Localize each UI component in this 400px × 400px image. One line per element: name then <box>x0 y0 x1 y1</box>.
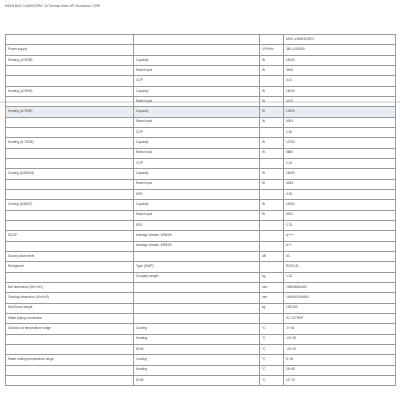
table-row <box>6 200 396 210</box>
table-cell-sub-item-label: COP <box>134 158 260 168</box>
table-cell-value: 2.75 <box>284 220 396 230</box>
table-cell-sub-item-label: Capacity <box>134 169 260 179</box>
table-cell-sub-item-label: DHW <box>134 375 260 385</box>
table-cell-value: 3.95 <box>284 189 396 199</box>
page-title: MSKA MHC-V16W/D2RN7, M Thermal Arctic HP, Monoblock, R290 <box>5 4 101 8</box>
table-cell-item-label: Outdoor air temperature range <box>6 324 134 334</box>
table-row <box>6 76 396 86</box>
table-cell-sub-item-label <box>134 303 260 313</box>
table-row <box>6 148 396 158</box>
table-row <box>6 179 396 189</box>
table-cell-sub-item-label: Capacity <box>134 138 260 148</box>
table-cell-value: A++ <box>284 241 396 251</box>
table-cell-sub-item-label: DHW <box>134 344 260 354</box>
table-cell-unit: W <box>260 117 284 127</box>
table-cell-unit <box>260 220 284 230</box>
table-cell-unit: W <box>260 107 284 117</box>
table-cell-item-label: Packing dimension (W×H×D) <box>6 293 134 303</box>
table-cell-sub-item-label: Cooling <box>134 324 260 334</box>
table-cell-value: 3400 <box>284 65 396 75</box>
table-row <box>6 375 396 385</box>
table-row <box>6 262 396 272</box>
table-cell-item-label: Heating (A-7W35) <box>6 138 134 148</box>
table-cell-unit <box>260 241 284 251</box>
table-cell-sub-item-label <box>134 251 260 261</box>
table-cell-unit: V/Ph/Hz <box>260 45 284 55</box>
table-cell-value: 2.30 <box>284 127 396 137</box>
table-cell-unit <box>260 127 284 137</box>
table-cell-unit: W <box>260 65 284 75</box>
table-cell-unit: W <box>260 148 284 158</box>
table-cell-value: R290 (3) <box>284 262 396 272</box>
table-cell-unit: °C <box>260 365 284 375</box>
table-cell-item-label <box>6 117 134 127</box>
table-cell-sub-item-label: Heating <box>134 365 260 375</box>
table-cell-item-label <box>6 220 134 230</box>
table-cell-value: 380-415/3/50 <box>284 45 396 55</box>
table-cell-sub-item-label: EER <box>134 220 260 230</box>
table-cell-item-label: Refrigerant <box>6 262 134 272</box>
table-cell-item-label: Sound power level <box>6 251 134 261</box>
table-cell-item-label: Heating (A7W45) <box>6 86 134 96</box>
table-row <box>6 241 396 251</box>
table-cell-sub-item-label: Heating <box>134 334 260 344</box>
table-cell-value: 1.20 <box>284 272 396 282</box>
table-cell-sub-item-label: EER <box>134 189 260 199</box>
table-cell-value: 1465x1005x560 <box>284 293 396 303</box>
table-row <box>6 210 396 220</box>
table-cell-unit: °C <box>260 344 284 354</box>
table-row <box>6 272 396 282</box>
table-cell-value: 2.10 <box>284 158 396 168</box>
table-cell-sub-item-label <box>134 45 260 55</box>
table-cell-sub-item-label: Rated input <box>134 96 260 106</box>
table-cell-unit: W <box>260 169 284 179</box>
table-cell-value: -5~46 <box>284 324 396 334</box>
table-row <box>6 65 396 75</box>
table-cell-item-label <box>6 96 134 106</box>
table-cell-item-label <box>6 365 134 375</box>
table-row <box>6 293 396 303</box>
table-cell-item-label <box>6 35 134 45</box>
table-cell-unit: W <box>260 55 284 65</box>
table-cell-value: 63 <box>284 251 396 261</box>
table-cell-item-label <box>6 65 134 75</box>
table-cell-value: 12700 <box>284 138 396 148</box>
table-cell-value: 14000 <box>284 200 396 210</box>
table-cell-value: MHC-V16W/D2RN7 <box>284 35 396 45</box>
table-row <box>6 220 396 230</box>
table-row <box>6 313 396 323</box>
spec-table-body <box>6 35 396 386</box>
table-cell-sub-item-label: Cooling <box>134 355 260 365</box>
table-cell-item-label <box>6 241 134 251</box>
table-row <box>6 35 396 45</box>
table-cell-value: 4063 <box>284 179 396 189</box>
table-cell-item-label: SCOP <box>6 231 134 241</box>
table-row <box>6 127 396 137</box>
table-cell-unit <box>260 189 284 199</box>
table-cell-sub-item-label: Rated input <box>134 210 260 220</box>
table-cell-sub-item-label: Average climate, W55/55 <box>134 241 260 251</box>
table-cell-value: 1385x865x523 <box>284 282 396 292</box>
table-cell-item-label <box>6 148 134 158</box>
table-cell-sub-item-label: Capacity <box>134 55 260 65</box>
table-cell-item-label: Water piping connection <box>6 313 134 323</box>
table-row <box>6 365 396 375</box>
table-cell-unit: mm <box>260 282 284 292</box>
table-cell-sub-item-label: Rated input <box>134 179 260 189</box>
table-cell-item-label <box>6 344 134 354</box>
table-cell-value: 4.41 <box>284 76 396 86</box>
table-row <box>6 107 396 117</box>
table-cell-value: 5880 <box>284 148 396 158</box>
table-cell-value: 25~70 <box>284 375 396 385</box>
table-cell-unit: °C <box>260 324 284 334</box>
table-cell-sub-item-label: Charged weight <box>134 272 260 282</box>
table-cell-item-label: Power supply <box>6 45 134 55</box>
table-cell-value: 5~25 <box>284 355 396 365</box>
table-cell-sub-item-label: Average climate, W35/55 <box>134 231 260 241</box>
table-row <box>6 169 396 179</box>
table-row <box>6 251 396 261</box>
table-cell-item-label <box>6 210 134 220</box>
table-cell-sub-item-label: Rated input <box>134 117 260 127</box>
table-row <box>6 86 396 96</box>
table-cell-value: 135/150 <box>284 303 396 313</box>
table-cell-unit: °C <box>260 355 284 365</box>
table-cell-unit: mm <box>260 293 284 303</box>
table-row <box>6 355 396 365</box>
table-cell-unit: W <box>260 86 284 96</box>
table-row <box>6 334 396 344</box>
table-row <box>6 158 396 168</box>
table-cell-item-label <box>6 179 134 189</box>
table-cell-value: -25~35 <box>284 334 396 344</box>
table-cell-unit: °C <box>260 375 284 385</box>
table-row <box>6 45 396 55</box>
table-cell-item-label <box>6 375 134 385</box>
table-cell-unit: kg <box>260 303 284 313</box>
table-cell-sub-item-label: COP <box>134 76 260 86</box>
table-row <box>6 138 396 148</box>
table-cell-value: 15000 <box>284 86 396 96</box>
table-row <box>6 96 396 106</box>
table-cell-item-label <box>6 189 134 199</box>
table-row <box>6 282 396 292</box>
table-cell-item-label <box>6 127 134 137</box>
table-cell-item-label <box>6 272 134 282</box>
table-cell-unit: W <box>260 210 284 220</box>
table-cell-value: -25~43 <box>284 344 396 354</box>
table-cell-sub-item-label: Type (GWP) <box>134 262 260 272</box>
table-cell-sub-item-label: Capacity <box>134 86 260 96</box>
table-cell-value: G1 1/4"BSP <box>284 313 396 323</box>
table-cell-item-label: Cooling (A35W18) <box>6 169 134 179</box>
table-cell-sub-item-label <box>134 293 260 303</box>
table-cell-value: 5091 <box>284 210 396 220</box>
table-cell-item-label: Net/Gross weight <box>6 303 134 313</box>
table-cell-unit <box>260 35 284 45</box>
table-row <box>6 231 396 241</box>
table-cell-sub-item-label <box>134 35 260 45</box>
table-cell-item-label: Net dimension (W×H×D) <box>6 282 134 292</box>
table-cell-item-label: Heating (A7W35) <box>6 55 134 65</box>
table-cell-sub-item-label: COP <box>134 127 260 137</box>
table-cell-value: 6000 <box>284 117 396 127</box>
table-row <box>6 55 396 65</box>
table-cell-value: 4470 <box>284 96 396 106</box>
table-cell-item-label: Cooling (A35W7) <box>6 200 134 210</box>
spec-table <box>5 34 396 386</box>
table-cell-value: 15000 <box>284 55 396 65</box>
table-cell-item-label: Heating (A7W55) <box>6 107 134 117</box>
table-cell-unit: W <box>260 138 284 148</box>
table-cell-value: 14500 <box>284 107 396 117</box>
table-cell-unit: kg <box>260 272 284 282</box>
table-cell-sub-item-label: Capacity <box>134 200 260 210</box>
table-cell-value: 25~80 <box>284 365 396 375</box>
table-cell-sub-item-label <box>134 313 260 323</box>
table-row <box>6 344 396 354</box>
table-cell-sub-item-label: Rated input <box>134 148 260 158</box>
table-cell-unit <box>260 158 284 168</box>
table-cell-item-label: Water setting temperature range <box>6 355 134 365</box>
table-cell-unit <box>260 313 284 323</box>
table-cell-sub-item-label: Capacity <box>134 107 260 117</box>
table-cell-value: A+++ <box>284 231 396 241</box>
table-row <box>6 303 396 313</box>
table-cell-unit: °C <box>260 334 284 344</box>
table-cell-unit: W <box>260 96 284 106</box>
table-cell-sub-item-label: Rated input <box>134 65 260 75</box>
table-cell-unit <box>260 231 284 241</box>
table-cell-item-label <box>6 158 134 168</box>
table-row <box>6 324 396 334</box>
table-cell-unit: W <box>260 179 284 189</box>
table-cell-item-label <box>6 334 134 344</box>
table-row <box>6 189 396 199</box>
table-cell-unit: dB <box>260 251 284 261</box>
table-cell-unit: W <box>260 200 284 210</box>
table-cell-value: 16000 <box>284 169 396 179</box>
table-cell-unit <box>260 262 284 272</box>
table-row <box>6 117 396 127</box>
table-cell-sub-item-label <box>134 282 260 292</box>
table-cell-unit <box>260 76 284 86</box>
table-cell-item-label <box>6 76 134 86</box>
